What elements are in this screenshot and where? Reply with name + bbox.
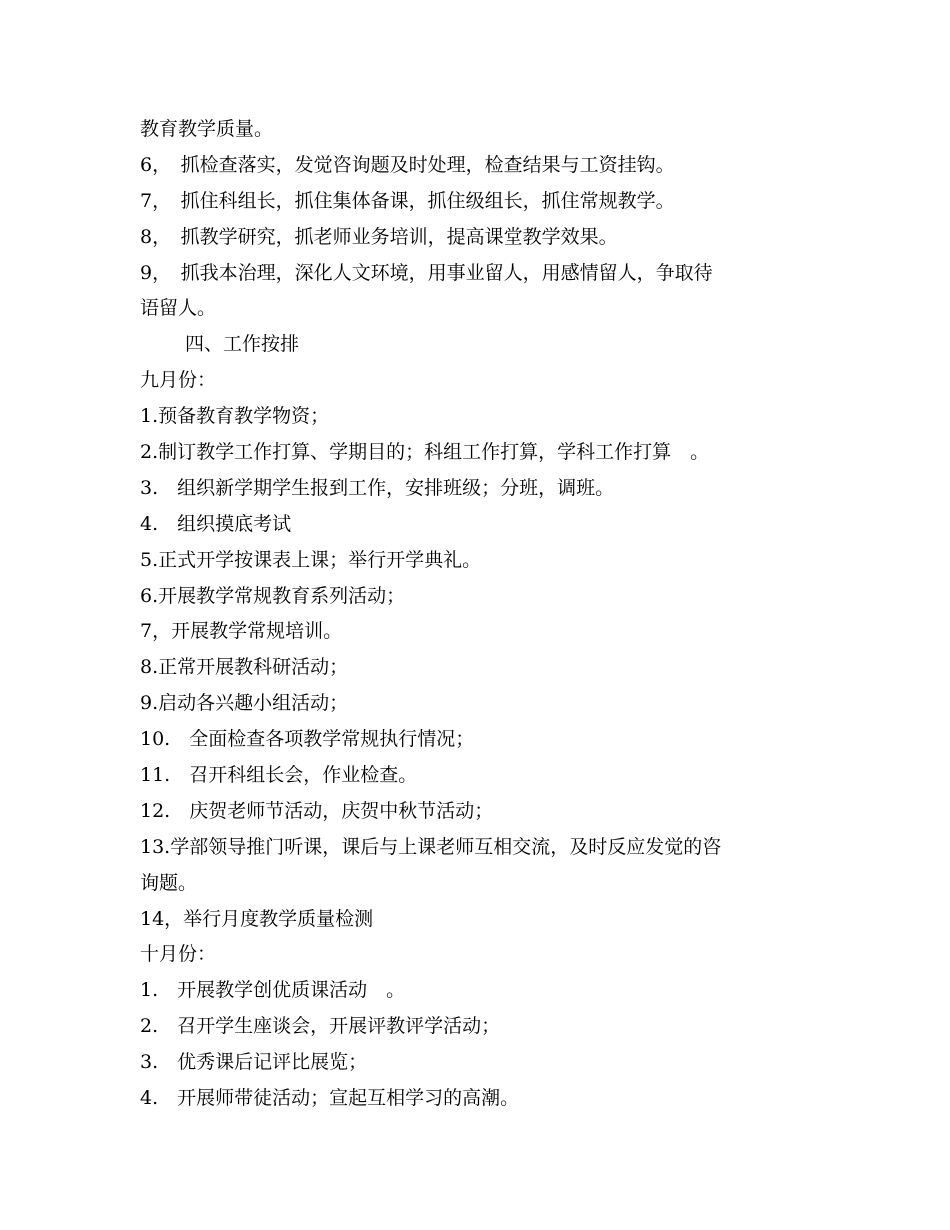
list-item: 5.正式开学按课表上课；举行开学典礼。 [140,548,482,571]
list-item: 4. 组织摸底考试 [140,512,292,535]
text-line: 教育教学质量。 [140,118,274,140]
list-item: 6， 抓检查落实，发觉咨询题及时处理，检查结果与工资挂钩。 [140,153,675,176]
list-item: 8.正常开展教科研活动； [140,656,349,679]
list-item: 1.预备教育教学物资； [140,405,330,428]
month-heading: 九月份： [140,369,217,392]
list-item: 3. 优秀课后记评比展览； [140,1051,368,1074]
list-item: 1. 开展教学创优质课活动 。 [140,979,406,1002]
list-item: 7，开展教学常规培训。 [140,620,343,643]
list-item: 13.学部领导推门听课，课后与上课老师互相交流，及时反应发觉的咨 [140,835,722,858]
list-item: 2. 召开学生座谈会，开展评教评学活动； [140,1015,501,1038]
list-item: 7， 抓住科组长，抓住集体备课，抓住级组长，抓住常规教学。 [140,189,675,212]
list-item: 3. 组织新学期学生报到工作，安排班级；分班，调班。 [140,476,615,499]
list-item: 2.制订教学工作打算、学期目的；科组工作打算，学科工作打算 。 [140,441,710,464]
text-line: 语留人。 [140,297,217,320]
list-item: 6.开展教学常规教育系列活动； [140,584,406,607]
list-item: 9， 抓我本治理，深化人文环境，用事业留人，用感情留人，争取待 [140,261,713,284]
list-item: 8， 抓教学研究，抓老师业务培训，提高课堂教学效果。 [140,225,618,248]
list-item: 4. 开展师带徒活动；宣起互相学习的高潮。 [140,1087,520,1110]
list-item: 10. 全面检查各项教学常规执行情况； [140,728,475,751]
month-heading: 十月份： [140,943,217,966]
list-item: 14，举行月度教学质量检测 [140,907,374,930]
list-item: 9.启动各兴趣小组活动； [140,692,349,715]
document-body [140,112,820,1117]
text-line: 询题。 [140,871,198,894]
section-heading: 四、工作按排 [185,333,300,356]
list-item: 12. 庆贺老师节活动，庆贺中秋节活动； [140,799,494,822]
list-item: 11. 召开科组长会，作业检查。 [140,764,418,787]
